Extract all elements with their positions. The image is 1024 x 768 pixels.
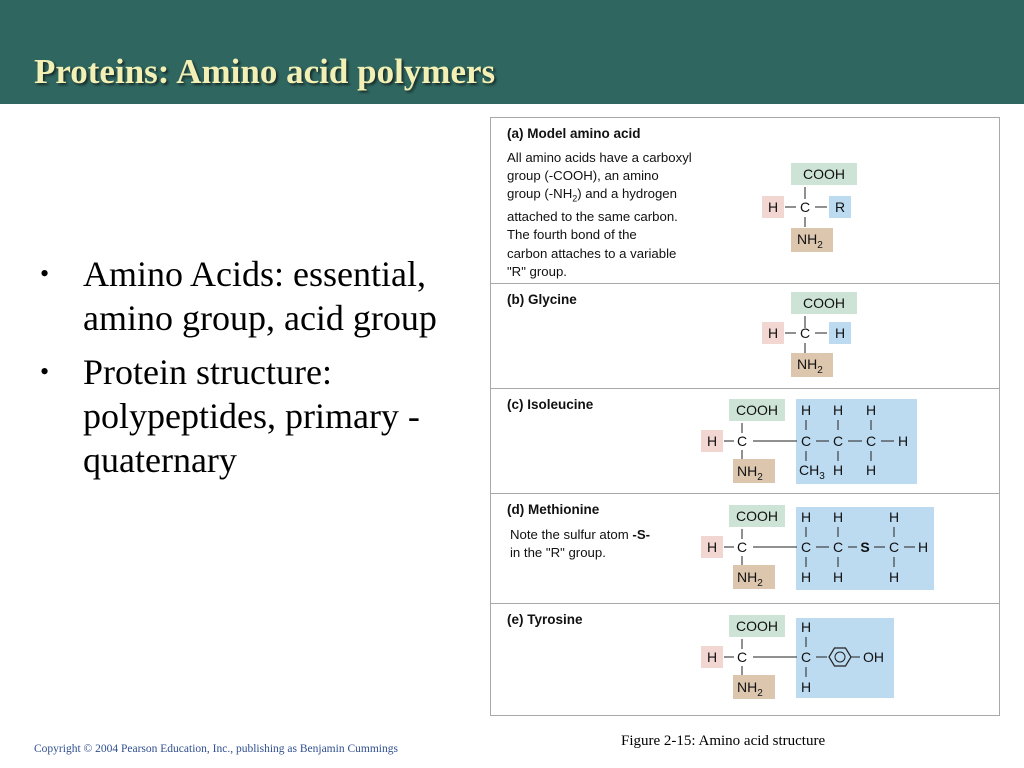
- h-label: H: [832, 569, 844, 585]
- h-label: H: [706, 433, 718, 449]
- subscript: 2: [817, 240, 823, 251]
- h-label: H: [888, 509, 900, 525]
- bullet-text: Amino Acids: essential, amino group, acid group: [83, 254, 437, 338]
- desc-line: in the "R" group.: [510, 545, 606, 561]
- panel-label: (d) Methionine: [507, 502, 600, 517]
- cooh-label: COOH: [736, 508, 778, 524]
- panel-tyrosine: [491, 604, 999, 715]
- subscript: 3: [819, 471, 825, 482]
- h-label: H: [767, 325, 779, 341]
- h-label: H: [706, 649, 718, 665]
- nh-text: NH: [797, 356, 818, 372]
- h-label: H: [834, 325, 846, 341]
- h-label: H: [800, 619, 812, 635]
- c-label: C: [736, 649, 748, 665]
- c-label: C: [888, 539, 900, 555]
- nh-text: NH: [737, 569, 758, 585]
- subscript: 2: [817, 365, 823, 376]
- copyright-notice: Copyright © 2004 Pearson Education, Inc., publishing as Benjamin Cummings: [34, 743, 398, 755]
- c-label: C: [799, 199, 811, 215]
- h-label: H: [800, 569, 812, 585]
- bullet-item: [40, 350, 450, 482]
- h-label: H: [865, 402, 877, 418]
- c-label: C: [865, 433, 877, 449]
- c-label: C: [736, 539, 748, 555]
- desc-line: "R" group.: [507, 263, 567, 279]
- desc-line: carbon attaches to a variable: [507, 245, 677, 261]
- c-label: C: [832, 433, 844, 449]
- desc-fragment: ) and a hydrogen: [577, 186, 677, 202]
- subscript: 2: [757, 578, 763, 589]
- h-label: H: [832, 462, 844, 478]
- c-label: C: [800, 539, 812, 555]
- sulfur-label: S: [860, 539, 870, 555]
- slide-title: Proteins: Amino acid polymers: [34, 52, 496, 91]
- sulfur-bold: -S-: [632, 527, 651, 542]
- c-label: C: [799, 325, 811, 341]
- desc-line: All amino acids have a carboxyl: [507, 150, 692, 165]
- panel-isoleucine: [491, 389, 999, 494]
- h-label: H: [800, 402, 812, 418]
- c-label: C: [736, 433, 748, 449]
- isoleucine-structure: [491, 389, 999, 494]
- h-label: H: [800, 679, 812, 695]
- glycine-structure: [491, 284, 999, 389]
- h-label: H: [706, 539, 718, 555]
- h-label: H: [917, 539, 929, 555]
- title-bar: [0, 0, 1024, 104]
- methionine-structure: [491, 494, 999, 604]
- h-label: H: [767, 199, 779, 215]
- h-label: H: [832, 509, 844, 525]
- cooh-label: COOH: [736, 402, 778, 418]
- h-label: H: [865, 462, 877, 478]
- panel-glycine: [491, 284, 999, 389]
- model-amino-acid-structure: [491, 118, 999, 284]
- nh-text: NH: [737, 463, 758, 479]
- subscript: 2: [572, 194, 578, 205]
- h-label: H: [832, 402, 844, 418]
- nh-text: NH: [737, 679, 758, 695]
- cooh-label: COOH: [736, 618, 778, 634]
- bullet-dot-icon: •: [40, 259, 50, 288]
- desc-line: The fourth bond of the: [507, 227, 637, 243]
- h-label: H: [897, 433, 909, 449]
- subscript: 2: [757, 472, 763, 483]
- h-label: H: [888, 569, 900, 585]
- nh-text: NH: [797, 231, 818, 247]
- desc-line: group (-COOH), an amino: [507, 168, 659, 184]
- figure-caption: Figure 2-15: Amino acid structure: [621, 733, 826, 749]
- bullet-text: Protein structure: polypeptides, primary - quaternary: [83, 352, 420, 480]
- desc-line: attached to the same carbon.: [507, 209, 678, 225]
- panel-label: (c) Isoleucine: [507, 397, 594, 412]
- h-label: H: [800, 509, 812, 525]
- desc-fragment: Note the sulfur atom: [510, 527, 633, 542]
- cooh-label: COOH: [803, 166, 845, 182]
- panel-label: (e) Tyrosine: [507, 612, 583, 627]
- panel-methionine: [491, 494, 999, 604]
- desc-fragment: group (-NH: [507, 186, 573, 202]
- panel-label: (a) Model amino acid: [507, 126, 641, 141]
- cooh-label: COOH: [803, 295, 845, 311]
- bullet-dot-icon: •: [40, 357, 50, 386]
- oh-label: OH: [863, 649, 884, 665]
- c-label: C: [832, 539, 844, 555]
- c-label: C: [800, 433, 812, 449]
- bullet-list: [40, 252, 450, 492]
- amino-acid-figure: [490, 117, 1000, 716]
- r-label: R: [834, 199, 846, 215]
- bullet-item: [40, 252, 450, 340]
- c-label: C: [800, 649, 812, 665]
- panel-model-amino-acid: [491, 118, 999, 284]
- ch-text: CH: [799, 462, 820, 478]
- tyrosine-structure: [491, 604, 999, 715]
- panel-label: (b) Glycine: [507, 292, 577, 307]
- subscript: 2: [757, 688, 763, 699]
